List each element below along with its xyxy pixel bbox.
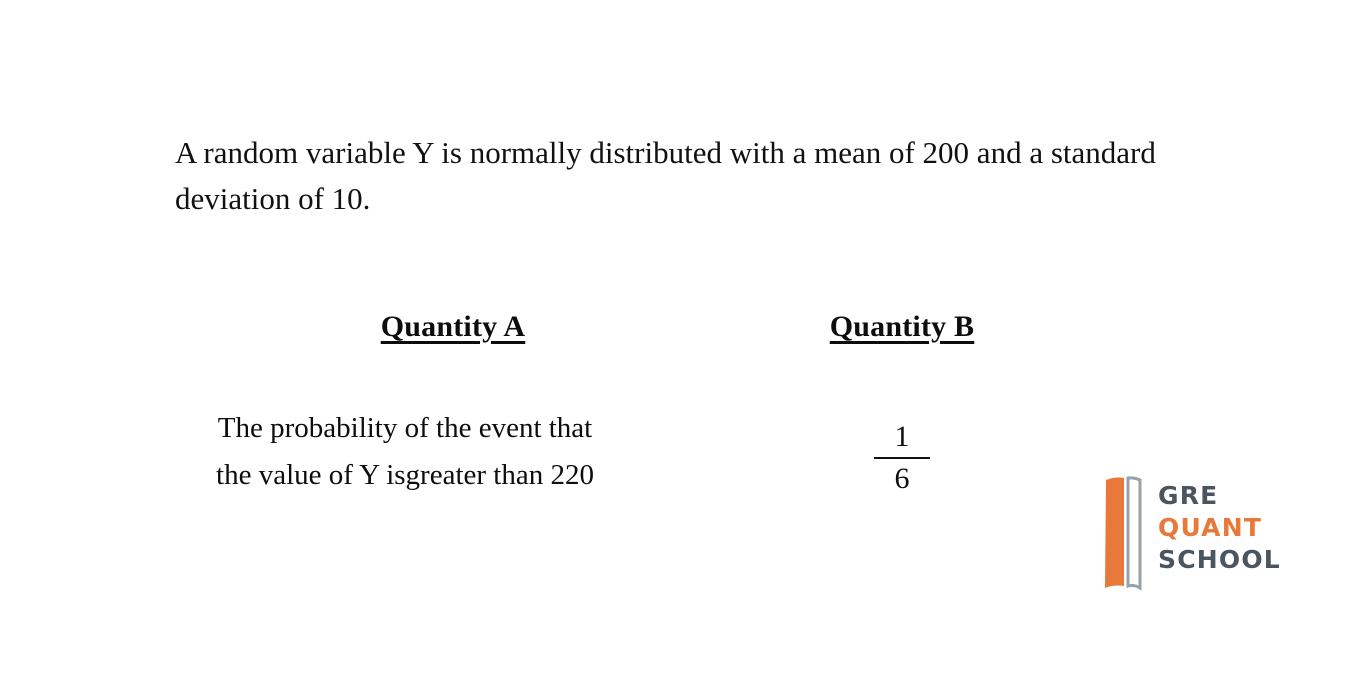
- brand-line-3: SCHOOL: [1158, 545, 1281, 574]
- quantity-a-value: The probability of the event that the value of Y isgreater than 220: [216, 412, 594, 491]
- brand-wordmark: [1158, 480, 1281, 576]
- brand-line-1: GRE: [1158, 481, 1219, 510]
- problem-statement: A random variable Y is normally distributed with a mean of 200 and a standard deviation of 10.: [175, 135, 1156, 216]
- fraction-bar: [874, 457, 930, 459]
- quantity-b-heading: Quantity B: [829, 310, 975, 343]
- fraction-denominator: 6: [894, 461, 910, 495]
- quantity-b-value: [790, 420, 1014, 495]
- quantity-a-heading: Quantity A: [380, 310, 526, 343]
- brand-line-2: QUANT: [1158, 513, 1263, 542]
- brand-logo: [1102, 474, 1281, 596]
- open-book-icon: [1102, 474, 1148, 596]
- fraction-numerator: 1: [894, 420, 910, 453]
